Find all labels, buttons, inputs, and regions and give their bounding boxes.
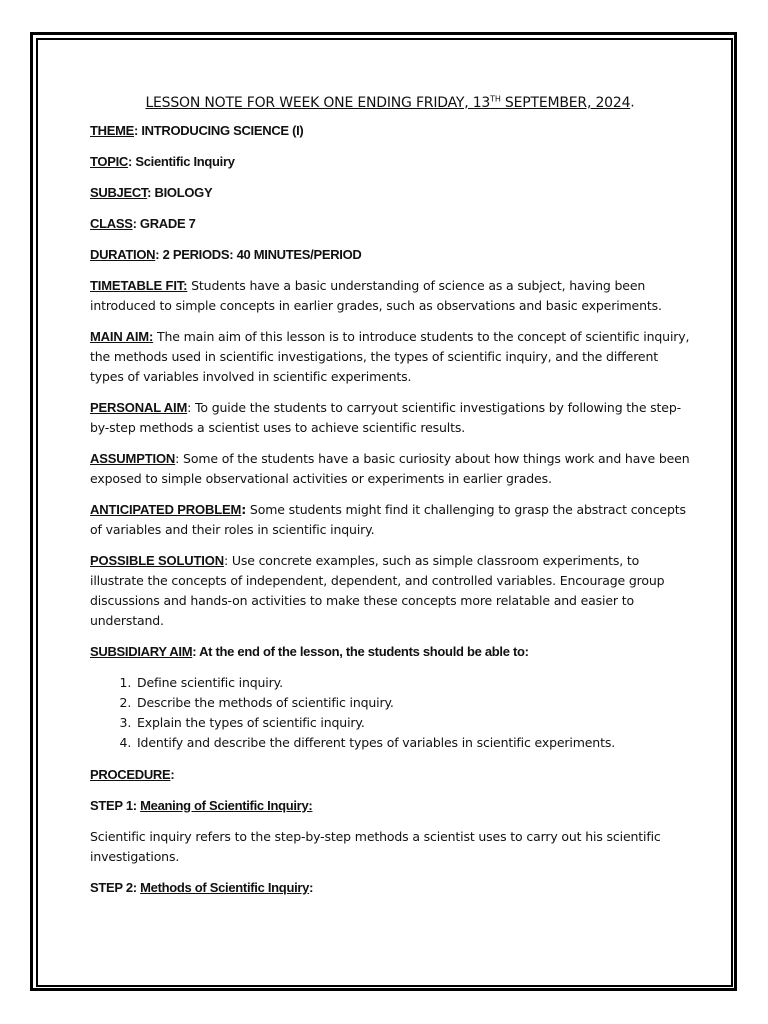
- step1-title: Meaning of Scientific Inquiry:: [140, 797, 313, 813]
- title-main: [145, 95, 630, 111]
- page-title: [90, 94, 690, 111]
- main-aim-text: The main aim of this lesson is to introduce students to the concept of scientific inquiry, the methods used in scientific investigations, the types of scientific inquiry, and the different types of variables involved in scientific experiments.: [90, 328, 690, 384]
- subsidiary-aim-label: SUBSIDIARY AIM: [90, 643, 193, 659]
- duration-row: [90, 245, 690, 265]
- list-item: 4. Identify and describe the different types of variables in scientific experiments.: [135, 733, 690, 753]
- assumption-label: ASSUMPTION: [90, 450, 176, 466]
- anticipated-problem-colon: :: [241, 501, 247, 517]
- main-aim-paragraph: [90, 327, 690, 387]
- step1-paragraph: Scientific inquiry refers to the step-by-step methods a scientist uses to carry out his scientific investigations.: [90, 828, 661, 864]
- class-row: [90, 214, 690, 234]
- subject-label: SUBJECT: [90, 184, 148, 200]
- duration-label: DURATION: [90, 246, 156, 262]
- step2-prefix: STEP 2:: [90, 879, 141, 895]
- subsidiary-aim-row: [90, 642, 690, 662]
- assumption-paragraph: [90, 449, 690, 489]
- step2-heading: [90, 878, 690, 898]
- theme-value: : INTRODUCING SCIENCE (I): [134, 122, 304, 138]
- subject-row: [90, 183, 690, 203]
- class-value: : GRADE 7: [132, 215, 196, 231]
- timetable-fit-text: Students have a basic understanding of science as a subject, having been introduced to simple concepts in earlier grades, such as observations and basic experiments.: [90, 277, 662, 313]
- procedure-label: PROCEDURE: [90, 766, 171, 782]
- step2-colon: :: [309, 879, 314, 895]
- step2-title: Methods of Scientific Inquiry: [140, 879, 310, 895]
- possible-solution-label: POSSIBLE SOLUTION: [90, 552, 224, 568]
- list-item: 1. Define scientific inquiry.: [135, 673, 690, 693]
- title-suffix: SEPTEMBER, 2024: [500, 94, 631, 111]
- personal-aim-text: : To guide the students to carryout scientific investigations by following the step-by-step methods a scientist uses to achieve scientific results.: [90, 399, 681, 435]
- assumption-text: : Some of the students have a basic curiosity about how things work and have been exposed to simple observational activities or experiments in earlier grades.: [90, 450, 690, 486]
- procedure-colon: :: [170, 766, 175, 782]
- possible-solution-paragraph: [90, 551, 690, 631]
- main-aim-label: MAIN AIM:: [90, 328, 154, 344]
- personal-aim-paragraph: [90, 398, 690, 438]
- topic-value: : Scientific Inquiry: [128, 153, 235, 169]
- class-label: CLASS: [90, 215, 133, 231]
- step1-prefix: STEP 1:: [90, 797, 141, 813]
- topic-label: TOPIC: [90, 153, 128, 169]
- theme-label: THEME: [90, 122, 135, 138]
- anticipated-problem-label: ANTICIPATED PROBLEM: [90, 501, 242, 517]
- topic-row: [90, 152, 690, 172]
- step1-heading: [90, 796, 690, 816]
- list-item: 3. Explain the types of scientific inquiry.: [135, 713, 690, 733]
- procedure-heading: [90, 765, 690, 785]
- title-superscript: TH: [490, 94, 501, 103]
- duration-value: : 2 PERIODS: 40 MINUTES/PERIOD: [155, 246, 362, 262]
- list-item: 2. Describe the methods of scientific inquiry.: [135, 693, 690, 713]
- theme-row: [90, 121, 690, 141]
- anticipated-problem-text: Some students might find it challenging to grasp the abstract concepts of variables and their roles in scientific inquiry.: [90, 501, 686, 537]
- lesson-note: [90, 94, 690, 909]
- possible-solution-text: : Use concrete examples, such as simple classroom experiments, to illustrate the concepts of independent, dependent, and controlled variables. Encourage group discussions and hands-on activities to make these concepts more relatable and easier to understand.: [90, 552, 665, 628]
- personal-aim-label: PERSONAL AIM: [90, 399, 188, 415]
- timetable-fit-label: TIMETABLE FIT:: [90, 277, 188, 293]
- timetable-fit-paragraph: [90, 276, 690, 316]
- anticipated-problem-paragraph: [90, 500, 690, 540]
- subsidiary-aim-text: : At the end of the lesson, the students should be able to:: [192, 643, 529, 659]
- title-period: .: [630, 94, 635, 111]
- title-prefix: LESSON NOTE FOR WEEK ONE ENDING FRIDAY, 13: [145, 94, 491, 111]
- objectives-list: [90, 673, 690, 753]
- subject-value: : BIOLOGY: [147, 184, 213, 200]
